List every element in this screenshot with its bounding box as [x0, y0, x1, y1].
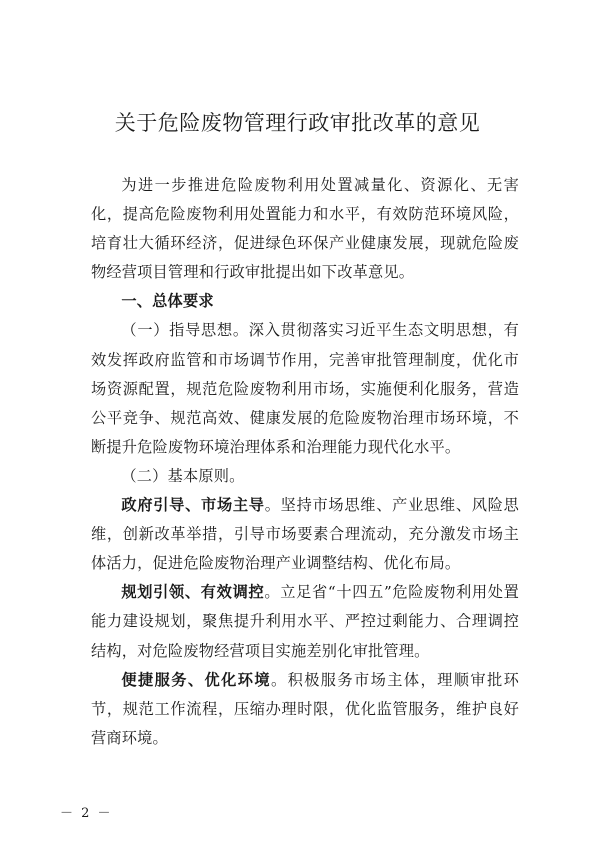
principle-lead: 政府引导、市场主导 — [121, 496, 265, 515]
principle-paragraph — [91, 666, 519, 753]
document-body — [91, 171, 519, 753]
section-heading: 一、总体要求 — [121, 292, 214, 311]
principle-text: 。积极服务市场主体，理顺审批环节，规范工作流程，压缩办理时限，优化监管服务，维护良好营商环境。 — [91, 670, 519, 747]
guiding-lead: （一）指导思想。 — [121, 321, 249, 340]
guiding-text: 深入贯彻落实习近平生态文明思想，有效发挥政府监管和市场调节作用，完善审批管理制度，优化市场资源配置，规范危险废物利用市场，实施便利化服务，营造公平竞争、规范高效、健康发展的危险废物治理市场环境，不断提升危险废物环境治理体系和治理能力现代化水平。 — [91, 321, 519, 456]
page-number: － 2 － — [60, 806, 113, 821]
principle-text: 。立足省“十四五”危险废物利用处置能力建设规划，聚焦提升利用水平、严控过剩能力、合理调控结构，对危险废物经营项目实施差别化审批管理。 — [91, 583, 519, 660]
principle-paragraph — [91, 578, 519, 665]
principles-heading: （二）基本原则。 — [121, 466, 245, 485]
guiding-paragraph — [91, 316, 519, 461]
principle-text: 。坚持市场思维、产业思维、风险思维，创新改革举措，引导市场要素合理流动，充分激发市场主体活力，促进危险废物治理产业调整结构、优化布局。 — [91, 496, 519, 573]
document-title: 关于危险废物管理行政审批改革的意见 — [114, 111, 481, 135]
principle-lead: 便捷服务、优化环境 — [121, 670, 271, 689]
intro-paragraph: 为进一步推进危险废物利用处置减量化、资源化、无害化，提高危险废物利用处置能力和水平，有效防范环境风险，培育壮大循环经济，促进绿色环保产业健康发展，现就危险废物经营项目管理和行政审批提出如下改革意见。 — [91, 176, 519, 282]
principle-lead: 规划引领、有效调控 — [121, 583, 265, 602]
principle-paragraph — [91, 491, 519, 578]
